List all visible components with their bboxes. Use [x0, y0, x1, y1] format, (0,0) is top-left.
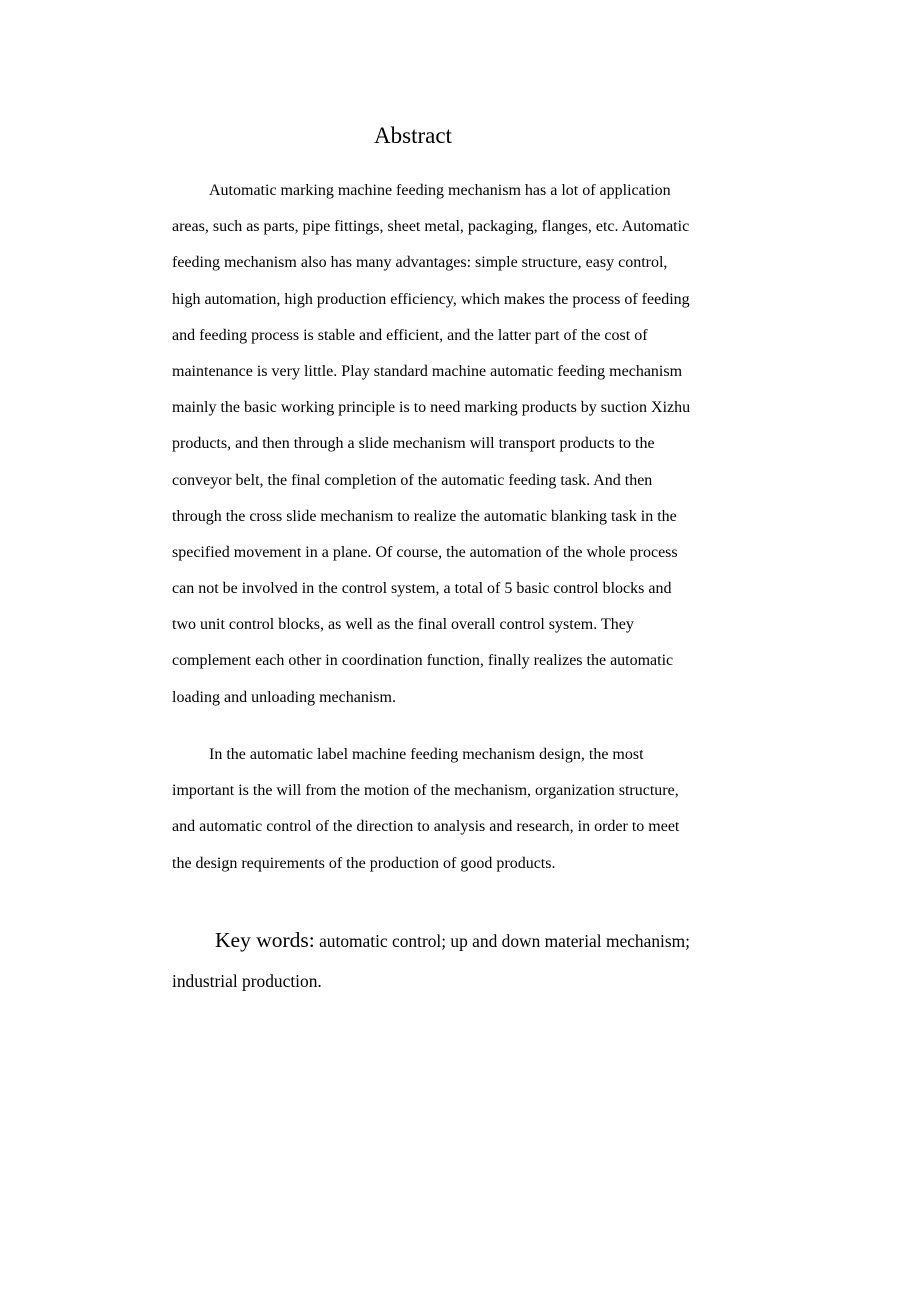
keywords-line: [172, 920, 777, 961]
paragraph-line: high automation, high production efficiency, which makes the process of feeding: [172, 290, 690, 308]
abstract-paragraph-2: [172, 746, 777, 891]
paragraph-line: complement each other in coordination function, finally realizes the automatic: [172, 652, 674, 670]
paragraph-line: the design requirements of the production of good products.: [172, 854, 556, 872]
paragraph-line: and feeding process is stable and efficient, and the latter part of the cost of: [172, 326, 648, 344]
abstract-title: Abstract: [374, 123, 452, 148]
paragraph-line: through the cross slide mechanism to realize the automatic blanking task in the: [172, 507, 677, 525]
abstract-paragraph-1: [172, 182, 777, 725]
paragraph-line: maintenance is very little. Play standard machine automatic feeding mechanism: [172, 362, 683, 380]
paragraph-line: can not be involved in the control system, a total of 5 basic control blocks and: [172, 580, 672, 598]
keywords-text: automatic control; up and down material mechanism;: [314, 931, 690, 951]
paragraph-line: products, and then through a slide mechanism will transport products to the: [172, 435, 655, 453]
paragraph-line: feeding mechanism also has many advantages: simple structure, easy control,: [172, 254, 668, 272]
paragraph-line: and automatic control of the direction to analysis and research, in order to meet: [172, 818, 680, 836]
paragraph-line: important is the will from the motion of the mechanism, organization structure,: [172, 782, 679, 800]
paragraph-line: Automatic marking machine feeding mechanism has a lot of application: [209, 182, 671, 199]
paragraph-line: two unit control blocks, as well as the final overall control system. They: [172, 616, 634, 634]
paragraph-line: In the automatic label machine feeding mechanism design, the most: [209, 746, 644, 763]
keywords-line: industrial production.: [172, 971, 322, 991]
keywords-label: Key words:: [215, 928, 315, 952]
keywords-block: [172, 920, 777, 1001]
paragraph-line: areas, such as parts, pipe fittings, sheet metal, packaging, flanges, etc. Automatic: [172, 218, 690, 236]
paragraph-line: specified movement in a plane. Of course, the automation of the whole process: [172, 543, 678, 561]
paragraph-line: conveyor belt, the final completion of the automatic feeding task. And then: [172, 471, 653, 489]
paragraph-line: loading and unloading mechanism.: [172, 688, 396, 706]
paragraph-line: mainly the basic working principle is to need marking products by suction Xizhu: [172, 399, 691, 417]
